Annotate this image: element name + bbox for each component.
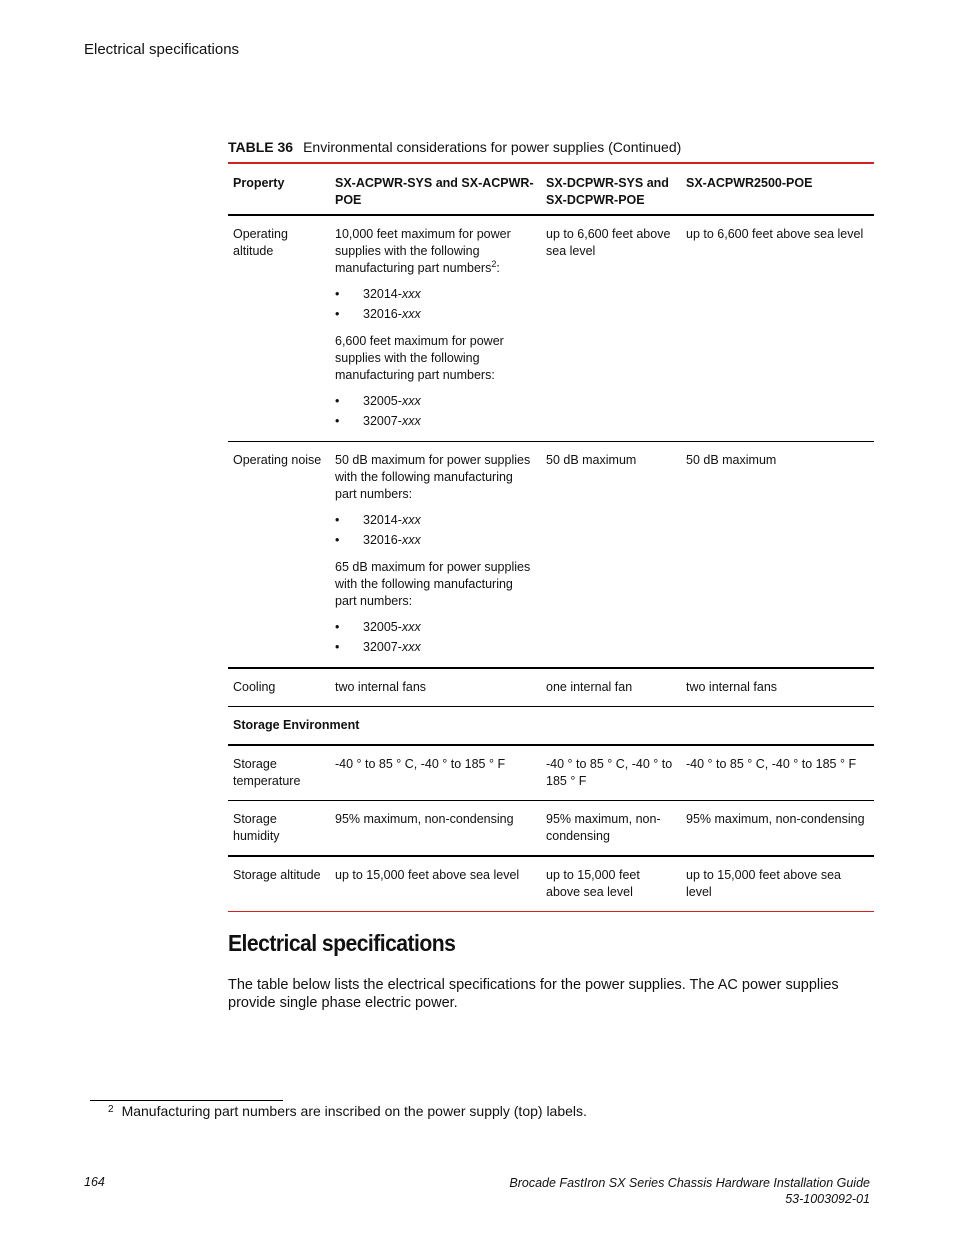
- dc-cell: -40 ° to 85 ° C, -40 ° to 185 ° F: [546, 757, 673, 788]
- footnote-ref[interactable]: 2: [491, 258, 497, 269]
- table-caption: [228, 139, 681, 155]
- doc-title: Brocade FastIron SX Series Chassis Hardware Installation Guide: [509, 1176, 870, 1190]
- ac2500-cell: up to 15,000 feet above sea level: [686, 868, 841, 899]
- table-row: [228, 668, 874, 707]
- ac-cell: two internal fans: [335, 680, 427, 694]
- list-item: • 32016-xxx: [335, 305, 536, 325]
- dc-cell: up to 6,600 feet above sea level: [546, 227, 671, 258]
- property-cell: Operating altitude: [233, 227, 288, 258]
- part-number-list: [335, 618, 536, 657]
- section-title: Electrical specifications: [228, 930, 456, 956]
- column-header-ac: SX-ACPWR-SYS and SX-ACPWR-POE: [335, 176, 534, 207]
- cell-paragraph: 10,000 feet maximum for power supplies with the following manufacturing part numbers$^2$:: [335, 227, 511, 275]
- footnote-text: Manufacturing part numbers are inscribed on the power supply (top) labels.: [121, 1103, 587, 1119]
- ac2500-cell: up to 6,600 feet above sea level: [686, 227, 864, 241]
- dc-cell: up to 15,000 feet above sea level: [546, 868, 640, 899]
- list-item: • 32007-xxx: [335, 638, 536, 658]
- property-cell: Storage altitude: [233, 868, 321, 882]
- footnote: [108, 1103, 587, 1119]
- list-item: • 32016-xxx: [335, 531, 536, 551]
- document-title-footer: [509, 1175, 870, 1207]
- list-item: • 32014-xxx: [335, 285, 536, 305]
- property-cell: Storage humidity: [233, 812, 280, 843]
- table-row: [228, 215, 874, 442]
- property-cell: Operating noise: [233, 453, 322, 467]
- list-item: • 32005-xxx: [335, 392, 536, 412]
- list-item: • 32005-xxx: [335, 618, 536, 638]
- dc-cell: one internal fan: [546, 680, 633, 694]
- dc-cell: 95% maximum, non-condensing: [546, 812, 661, 843]
- footnote-divider: [90, 1100, 283, 1101]
- table-caption-text: Environmental considerations for power supplies (Continued): [303, 139, 682, 155]
- column-header-ac2500: SX-ACPWR2500-POE: [686, 176, 813, 190]
- property-cell: Storage temperature: [233, 757, 301, 788]
- table-row: [228, 856, 874, 912]
- column-header-dc: SX-DCPWR-SYS and SX-DCPWR-POE: [546, 176, 669, 207]
- part-number-list: [335, 392, 536, 431]
- table-row: [228, 442, 874, 669]
- ac2500-cell: 95% maximum, non-condensing: [686, 812, 865, 826]
- property-cell: Cooling: [233, 680, 276, 694]
- page-number: 164: [84, 1175, 105, 1189]
- ac-cell: -40 ° to 85 ° C, -40 ° to 185 ° F: [335, 757, 506, 771]
- ac-cell: [330, 215, 541, 442]
- storage-environment-heading: Storage Environment: [233, 718, 360, 732]
- column-header-property: Property: [233, 176, 285, 190]
- environmental-table: [228, 162, 874, 912]
- ac-cell: [330, 442, 541, 669]
- table-number: TABLE 36: [228, 139, 294, 155]
- list-item: • 32007-xxx: [335, 412, 536, 432]
- part-number-list: [335, 511, 536, 550]
- running-header: Electrical specifications: [84, 41, 240, 58]
- part-number-list: [335, 285, 536, 324]
- cell-paragraph: 50 dB maximum for power supplies with the following manufacturing part numbers:: [335, 453, 531, 501]
- ac2500-cell: 50 dB maximum: [686, 453, 777, 467]
- table-header-row: [228, 163, 874, 215]
- ac-cell: 95% maximum, non-condensing: [335, 812, 514, 826]
- dc-cell: 50 dB maximum: [546, 453, 637, 467]
- table-row: [228, 801, 874, 857]
- list-item: • 32014-xxx: [335, 511, 536, 531]
- cell-paragraph: 65 dB maximum for power supplies with the following manufacturing part numbers:: [335, 560, 531, 608]
- ac2500-cell: two internal fans: [686, 680, 778, 694]
- ac-cell: up to 15,000 feet above sea level: [335, 868, 520, 882]
- doc-number: 53-1003092-01: [785, 1192, 870, 1206]
- cell-paragraph: 6,600 feet maximum for power supplies with the following manufacturing part numbers:: [335, 334, 504, 382]
- footnote-marker: 2: [108, 1104, 114, 1115]
- ac2500-cell: -40 ° to 85 ° C, -40 ° to 185 ° F: [686, 757, 857, 771]
- table-subheader-row: [228, 707, 874, 746]
- body-paragraph: The table below lists the electrical specifications for the power supplies. The AC power supplies provide single phase electric power.: [228, 977, 839, 1011]
- table-row: [228, 745, 874, 801]
